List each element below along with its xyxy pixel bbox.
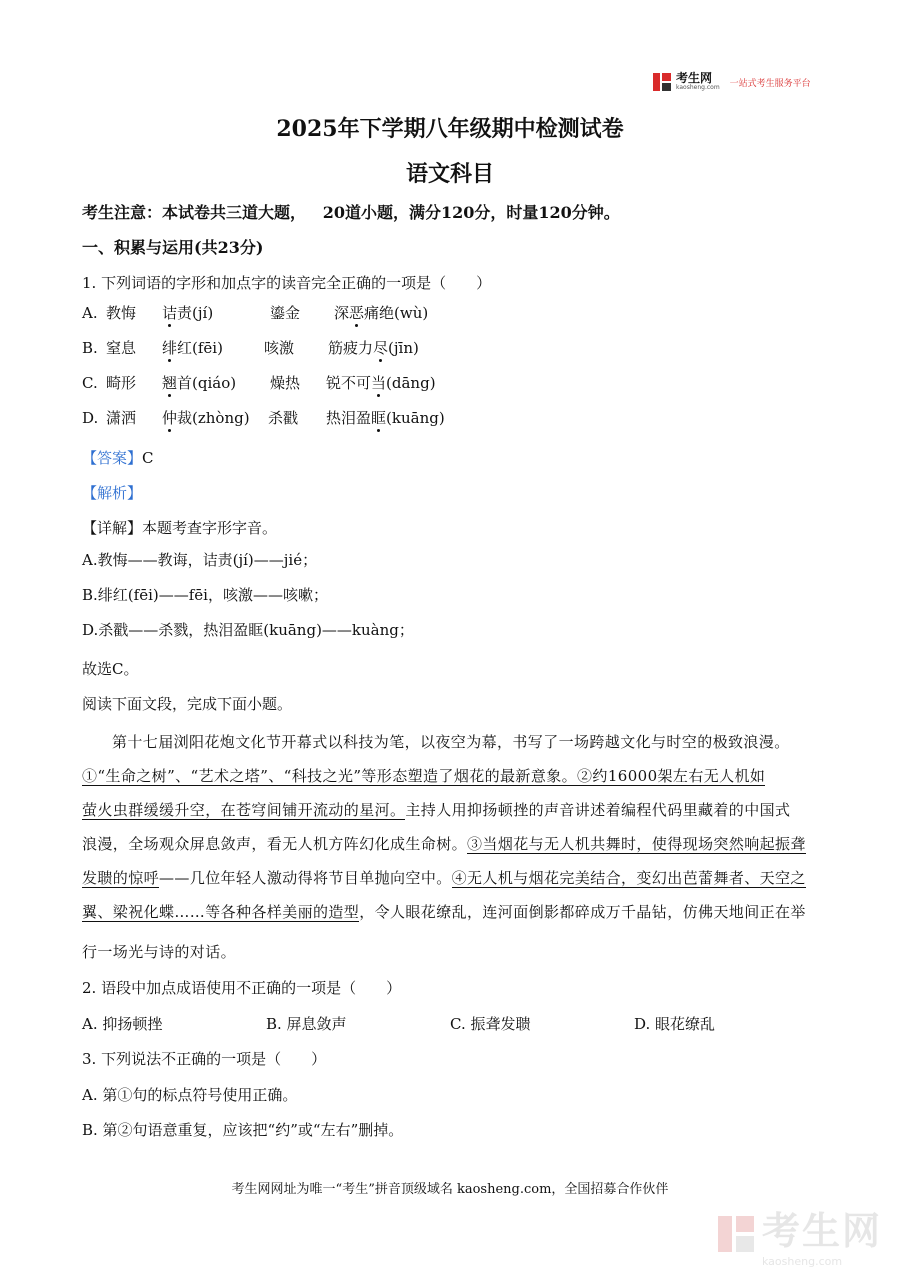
detail-line-b: B.绯红(fēi)——fēi，咳激——咳嗽； bbox=[82, 586, 328, 604]
reading-prompt: 阅读下面文段，完成下面小题。 bbox=[82, 695, 293, 713]
answer-label: 【答案】 bbox=[82, 449, 143, 467]
option-word: 仲裁(zhòng) bbox=[162, 409, 250, 427]
option-letter: B. bbox=[82, 339, 98, 357]
option-word: 燥热 bbox=[270, 374, 301, 392]
question-3-option-b: B. 第②句语意重复，应该把“约”或“左右”删掉。 bbox=[82, 1121, 404, 1139]
question-2-stem: 2. 语段中加点成语使用不正确的一项是（ ） bbox=[82, 979, 402, 997]
watermark-name: 考生网 bbox=[762, 1209, 883, 1253]
kaosheng-logo-icon bbox=[652, 72, 672, 92]
question-2-option: B. 屏息敛声 bbox=[266, 1015, 347, 1033]
option-letter: C. bbox=[82, 374, 98, 392]
question-3-option-a: A. 第①句的标点符号使用正确。 bbox=[82, 1086, 298, 1104]
logo-name: 考生网 bbox=[676, 71, 713, 85]
option-word: 鎏金 bbox=[270, 304, 301, 322]
page-footer: 考生网网址为唯一“考生”拼音顶级域名 kaosheng.com，全国招募合作伙伴 bbox=[231, 1182, 669, 1197]
answer-value: C bbox=[142, 449, 154, 467]
watermark-logo-icon bbox=[716, 1214, 756, 1254]
answer-line bbox=[82, 448, 154, 468]
question-2-option: A. 抑扬顿挫 bbox=[82, 1015, 163, 1033]
option-word: 诘责(jí) bbox=[162, 304, 214, 322]
question-2-option: C. 振聋发聩 bbox=[450, 1015, 531, 1033]
option-letter: A. bbox=[82, 304, 98, 322]
option-word: 热泪盈眶(kuāng) bbox=[326, 409, 445, 427]
passage-line: 萤火虫群缓缓升空，在苍穹间铺开流动的星河。主持人用抑扬顿挫的声音讲述着编程代码里藏着的中国式 bbox=[82, 801, 791, 819]
passage-line: 第十七届浏阳花炮文化节开幕式以科技为笔，以夜空为幕，书写了一场跨越文化与时空的极致浪漫。 bbox=[112, 733, 790, 751]
option-word: 筋疲力尽(jīn) bbox=[328, 339, 419, 357]
detail-line-a: A.教悔——教诲，诘责(jí)——jié； bbox=[82, 551, 318, 569]
passage-line: 浪漫，全场观众屏息敛声，看无人机方阵幻化成生命树。③当烟花与无人机共舞时，使得现场突然响起振聋 bbox=[82, 835, 806, 853]
passage-line: 翼、梁祝化蝶……等各种各样美丽的造型，令人眼花缭乱，连河面倒影都碎成万千晶钻，仿佛天地间正在举 bbox=[82, 903, 806, 921]
option-word: 潇洒 bbox=[106, 409, 137, 427]
option-letter: D. bbox=[82, 409, 99, 427]
logo-slogan: 一站式考生服务平台 bbox=[729, 78, 811, 89]
option-word: 深恶痛绝(wù) bbox=[334, 304, 429, 322]
option-word: 翘首(qiáo) bbox=[162, 374, 237, 392]
watermark-url: kaosheng.com bbox=[762, 1255, 843, 1268]
option-word: 窒息 bbox=[106, 339, 137, 357]
option-word: 杀戳 bbox=[268, 409, 299, 427]
option-word: 锐不可当(dāng) bbox=[326, 374, 436, 392]
passage-line: 发聩的惊呼——几位年轻人激动得将节目单抛向空中。④无人机与烟花完美结合，变幻出芭蕾舞者、天空之 bbox=[82, 869, 806, 887]
analysis-label: 【解析】 bbox=[82, 484, 143, 502]
brand-logo bbox=[652, 72, 811, 92]
detail-choose: 故选C。 bbox=[82, 660, 139, 678]
question-1-stem: 1. 下列词语的字形和加点字的读音完全正确的一项是（ ） bbox=[82, 274, 492, 292]
detail-line-d: D.杀戳——杀戮，热泪盈眶(kuāng)——kuàng； bbox=[82, 621, 414, 639]
option-word: 咳激 bbox=[264, 339, 295, 357]
option-word: 畸形 bbox=[106, 374, 137, 392]
question-3-stem: 3. 下列说法不正确的一项是（ ） bbox=[82, 1050, 327, 1068]
passage-line: ①“生命之树”、“艺术之塔”、“科技之光”等形态塑造了烟花的最新意象。②约16000架左右无人机如 bbox=[82, 767, 766, 785]
exam-notice: 考生注意：本试卷共三道大题， 20道小题，满分120分，时量120分钟。 bbox=[82, 203, 620, 222]
option-word: 绯红(fēi) bbox=[162, 339, 223, 357]
option-word: 教悔 bbox=[106, 304, 137, 322]
question-2-option: D. 眼花缭乱 bbox=[634, 1015, 716, 1033]
page-title: 2025年下学期八年级期中检测试卷 bbox=[276, 116, 624, 142]
section-heading: 一、积累与运用(共23分) bbox=[82, 238, 264, 257]
page-subtitle: 语文科目 bbox=[405, 161, 494, 187]
passage-line: 行一场光与诗的对话。 bbox=[82, 943, 237, 961]
watermark bbox=[716, 1200, 882, 1268]
logo-url: kaosheng.com bbox=[676, 84, 720, 91]
detail-intro: 【详解】本题考查字形字音。 bbox=[82, 519, 278, 537]
